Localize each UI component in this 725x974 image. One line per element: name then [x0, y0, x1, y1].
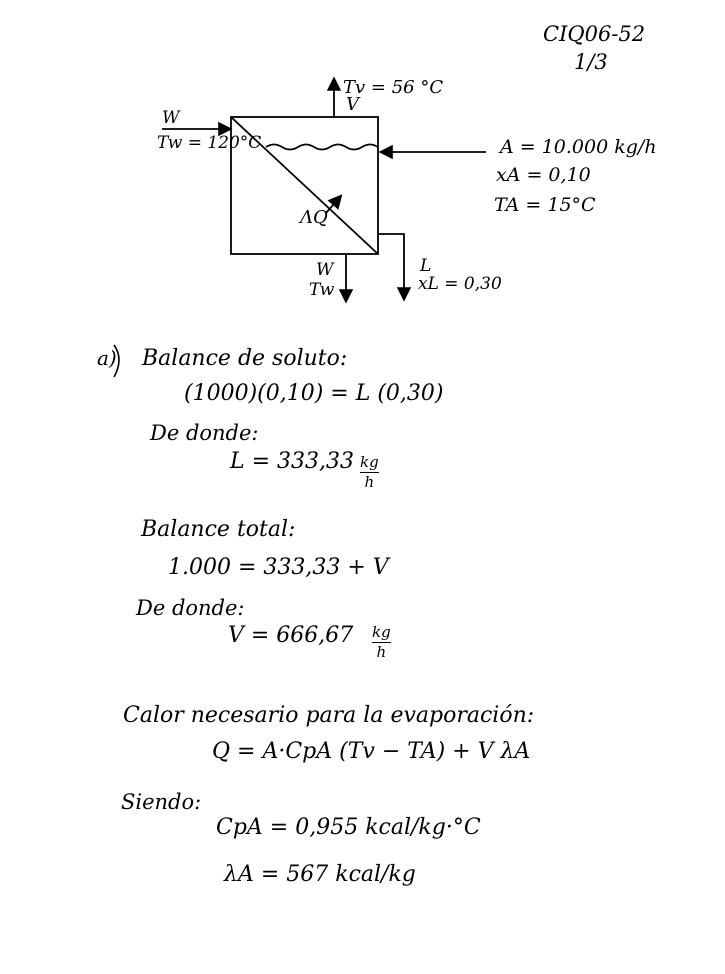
steam-label: W [162, 108, 180, 128]
vapor-label: V [346, 94, 359, 115]
heat-title: Calor necesario para la evaporación: [123, 703, 535, 728]
feed-temp: TA = 15°C [494, 194, 596, 216]
de-donde-2: De donde: [136, 596, 245, 620]
steam-temp: Tw = 120°C [157, 133, 262, 153]
heat-arrow [326, 197, 340, 213]
cp-value: CpA = 0,955 kcal/kg·°C [216, 815, 481, 840]
feed-fraction: xA = 0,10 [496, 164, 591, 186]
liquid-fraction: xL = 0,30 [418, 274, 502, 294]
L-unit-numerator: kg [360, 453, 379, 471]
liquid-level-wave [266, 145, 378, 150]
condensate-label: W [316, 260, 334, 280]
de-donde-1: De donde: [150, 421, 259, 445]
L-unit-denominator: h [364, 473, 375, 491]
L-result: L = 333,33 [230, 449, 355, 474]
feed-rate: A = 10.000 kg/h [500, 136, 657, 158]
V-unit-numerator: kg [372, 623, 391, 641]
L-unit [360, 455, 379, 490]
heat-label: ΛQ [300, 207, 328, 228]
V-unit [372, 625, 391, 660]
V-unit-denominator: h [376, 643, 387, 661]
page-number: 1/3 [574, 50, 608, 74]
solute-balance-equation: (1000)(0,10) = L (0,30) [184, 381, 444, 406]
solute-balance-title: Balance de soluto: [142, 346, 348, 371]
part-label: a) [97, 346, 117, 370]
total-balance-title: Balance total: [141, 517, 296, 542]
liquid-label: L [420, 256, 432, 276]
document-code: CIQ06-52 [543, 22, 646, 46]
lambda-value: λA = 567 kcal/kg [224, 862, 416, 887]
vapor-temp: Tv = 56 °C [343, 77, 444, 98]
liquid-outlet-arrow [378, 234, 404, 298]
siendo-label: Siendo: [121, 790, 202, 814]
V-result: V = 666,67 [228, 623, 354, 648]
total-balance-equation: 1.000 = 333,33 + V [168, 555, 389, 580]
condensate-temp: Tw [309, 280, 335, 300]
heat-equation: Q = A·CpA (Tv − TA) + V λA [212, 739, 531, 764]
